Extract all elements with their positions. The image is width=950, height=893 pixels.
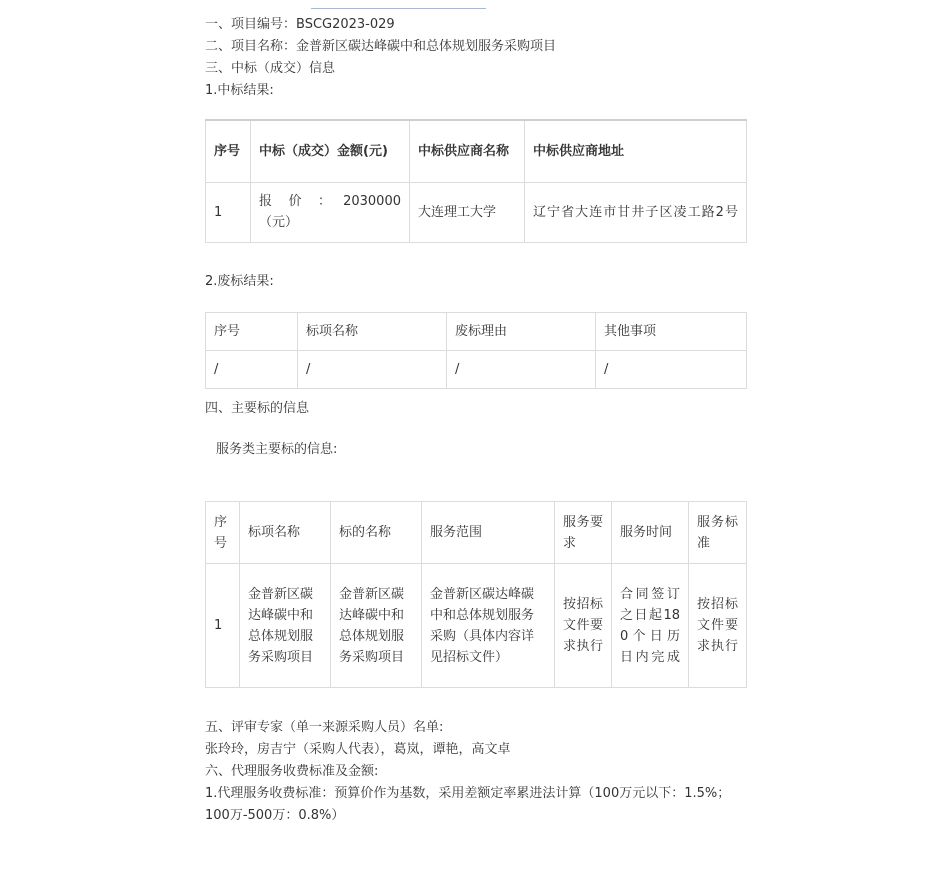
row-no: 1: [206, 182, 251, 242]
item-name: 金普新区碳达峰碳中和总体规划服务采购项目: [240, 564, 331, 688]
col-header-reason: 废标理由: [447, 313, 596, 351]
table-header-row: [206, 313, 747, 351]
col-header-item-name: 标项名称: [298, 313, 447, 351]
cell: /: [298, 351, 447, 389]
supplier-address: 辽宁省大连市甘井子区凌工路2号: [525, 182, 747, 242]
service-standard: 按招标文件要求执行: [689, 564, 747, 688]
failed-result-subheading: 2.废标结果:: [205, 274, 274, 289]
project-number: 一、项目编号：BSCG2023-029: [205, 17, 395, 32]
price-unit: （元）: [259, 215, 299, 230]
main-subject-heading: 四、主要标的信息: [205, 401, 310, 416]
top-divider: [311, 8, 486, 9]
agency-fee-heading: 六、代理服务收费标准及金额:: [205, 764, 379, 779]
col-header-other: 其他事项: [596, 313, 747, 351]
agency-fee-standard: 1.代理服务收费标准：预算价作为基数，采用差额定率累进法计算（100万元以下：1.5%；100万-500万：0.8%）: [205, 786, 731, 823]
col-header-no: 序号: [206, 313, 298, 351]
col-header-subject-name: 标的名称: [331, 502, 422, 564]
project-name: 二、项目名称：金普新区碳达峰碳中和总体规划服务采购项目: [205, 39, 557, 54]
table-header-row: [206, 120, 747, 182]
table-row: [206, 351, 747, 389]
col-header-requirement: 服务要求: [555, 502, 612, 564]
col-header-scope: 服务范围: [422, 502, 555, 564]
header-block: [205, 14, 746, 102]
expert-list-heading: 五、评审专家（单一来源采购人员）名单:: [205, 720, 444, 735]
service-time: 合同签订之日起180个日历日内完成: [612, 564, 689, 688]
col-header-supplier: 中标供应商名称: [410, 120, 525, 182]
award-amount-cell: [251, 182, 410, 242]
col-header-time: 服务时间: [612, 502, 689, 564]
subject-name: 金普新区碳达峰碳中和总体规划服务采购项目: [331, 564, 422, 688]
service-subject-table: [205, 501, 747, 688]
footer-block: [205, 717, 746, 827]
supplier-name: 大连理工大学: [410, 182, 525, 242]
col-header-address: 中标供应商地址: [525, 120, 747, 182]
table-row: [206, 564, 747, 688]
service-subject-subheading: 服务类主要标的信息:: [216, 442, 338, 457]
col-header-no: 序号: [206, 120, 251, 182]
award-result-table: [205, 119, 747, 243]
service-requirement: 按招标文件要求执行: [555, 564, 612, 688]
row-no: 1: [206, 564, 240, 688]
award-result-subheading: 1.中标结果:: [205, 83, 274, 98]
expert-names: 张玲玲，房吉宁（采购人代表），葛岚，谭艳，高文卓: [205, 742, 511, 757]
cell: /: [596, 351, 747, 389]
failed-result-table: [205, 312, 747, 389]
col-header-amount: 中标（成交）金额(元): [251, 120, 410, 182]
award-info-heading: 三、中标（成交）信息: [205, 61, 336, 76]
table-row: [206, 182, 747, 242]
cell: /: [447, 351, 596, 389]
price-value: 2030000: [343, 194, 401, 209]
price-label: 报 价 ：: [259, 194, 331, 209]
service-scope: 金普新区碳达峰碳中和总体规划服务采购（具体内容详见招标文件）: [422, 564, 555, 688]
col-header-standard: 服务标准: [689, 502, 747, 564]
cell: /: [206, 351, 298, 389]
table-header-row: [206, 502, 747, 564]
col-header-item-name: 标项名称: [240, 502, 331, 564]
col-header-no: 序号: [206, 502, 240, 564]
